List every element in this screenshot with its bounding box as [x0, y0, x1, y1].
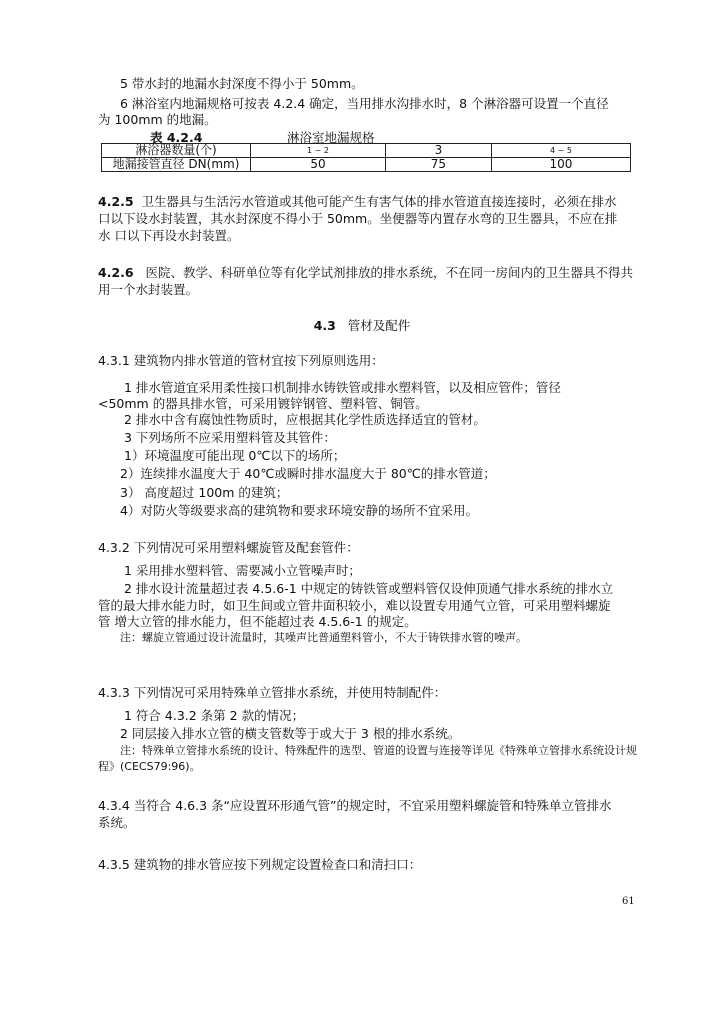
- page-number: 61: [622, 896, 635, 907]
- clause-4-3-2-item1: 1 采用排水塑料管、需要减小立管噪声时；: [124, 563, 361, 578]
- clause-text: 医院、教学、科研单位等有化学试剂排放的排水系统，不在同一房间内的卫生器具不得共: [145, 265, 634, 280]
- table-cell: 75: [386, 158, 492, 172]
- section-number: 4.3: [313, 318, 336, 333]
- clause-4-3-3: 4.3.3 下列情况可采用特殊单立管排水系统，并使用特制配件：: [98, 685, 447, 700]
- table-cell: 100: [491, 158, 630, 172]
- clause-4-2-5-line1: [98, 194, 617, 210]
- table-cell: 50: [251, 158, 386, 172]
- clause-4-3-2-item2-line3: 管 增大立管的排水能力，但不能超过表 4.5.6-1 的规定。: [98, 614, 417, 629]
- clause-4-3-2-note: 注：螺旋立管通过设计流量时，其噪声比普通塑料管小，不大于铸铁排水管的噪声。: [120, 631, 527, 644]
- table-cell-label: 地漏接管直径 DN(mm): [102, 158, 251, 172]
- clause-4-2-5-line3: 水 口以下再设水封装置。: [98, 228, 240, 243]
- clause-4-3-3-item1: 1 符合 4.3.2 条第 2 款的情况；: [124, 708, 305, 723]
- clause-4-2-4-item6-line2: 为 100mm 的地漏。: [98, 112, 217, 127]
- clause-4-2-4-item6-line1: 6 淋浴室内地漏规格可按表 4.2.4 确定，当用排水沟排水时，8 个淋浴器可设置一个直径: [120, 96, 609, 111]
- table-cell: 3: [386, 144, 492, 158]
- clause-4-3-1-item1-line2: <50mm 的器具排水管，可采用镀锌钢管、塑料管、铜管。: [98, 396, 428, 411]
- clause-4-3-3-note-line1: 注：特殊单立管排水系统的设计、特殊配件的选型、管道的设置与连接等详见《特殊单立管排水系统设计规: [120, 744, 637, 757]
- clause-number: 4.2.6: [98, 265, 134, 280]
- clause-4-2-4-item5: 5 带水封的地漏水封深度不得小于 50mm。: [120, 76, 364, 91]
- table-caption-number: 表 4.2.4: [150, 130, 203, 145]
- clause-4-3-2: 4.3.2 下列情况可采用塑料螺旋管及配套管件：: [98, 540, 359, 555]
- clause-number: 4.2.5: [98, 194, 134, 209]
- clause-4-3-1: 4.3.1 建筑物内排水管道的管材宜按下列原则选用：: [98, 353, 384, 368]
- clause-4-3-1-item3: 3 下列场所不应采用塑料管及其管件：: [124, 430, 336, 445]
- clause-4-3-5: 4.3.5 建筑物的排水管应按下列规定设置检查口和清扫口：: [98, 857, 422, 872]
- clause-4-2-6-line2: 用一个水封装置。: [98, 282, 199, 297]
- table-row: [102, 144, 631, 158]
- clause-4-3-1-item3-sub3: 3） 高度超过 100m 的建筑；: [120, 485, 289, 500]
- clause-text: 卫生器具与生活污水管道或其他可能产生有害气体的排水管道直接连接时，必须在排水: [141, 194, 617, 209]
- clause-4-3-2-item2-line1: 2 排水设计流量超过表 4.5.6-1 中规定的铸铁管或塑料管仅设伸顶通气排水系统的排水立: [124, 581, 614, 596]
- clause-4-3-4-line2: 系统。: [98, 815, 136, 830]
- clause-4-3-1-item2: 2 排水中含有腐蚀性物质时，应根据其化学性质选择适宜的管材。: [124, 412, 486, 427]
- section-heading: [0, 318, 724, 334]
- table-caption-title: 淋浴室地漏规格: [287, 130, 375, 145]
- clause-4-3-3-item2: 2 同层接入排水立管的横支管数等于或大于 3 根的排水系统。: [120, 726, 461, 741]
- clause-4-2-6-line1: [98, 265, 633, 281]
- clause-4-3-1-item3-sub4: 4）对防火等级要求高的建筑物和要求环境安静的场所不宜采用。: [120, 503, 478, 518]
- section-title: 管材及配件: [347, 318, 411, 333]
- shower-drain-table: [101, 143, 631, 172]
- table-row: [102, 158, 631, 172]
- clause-4-2-5-line2: 口以下设水封装置，其水封深度不得小于 50mm。坐便器等内置存水弯的卫生器具，不应在排: [98, 211, 618, 226]
- clause-4-3-1-item3-sub1: 1）环境温度可能出现 0℃以下的场所；: [124, 448, 346, 463]
- table-cell: 4 ~ 5: [491, 144, 630, 158]
- table-cell-label: 淋浴器数量(个): [102, 144, 251, 158]
- clause-4-3-1-item1-line1: 1 排水管道宜采用柔性接口机制排水铸铁管或排水塑料管，以及相应管件；管径: [124, 380, 561, 395]
- clause-4-3-1-item3-sub2: 2）连续排水温度大于 40℃或瞬时排水温度大于 80℃的排水管道；: [120, 466, 496, 481]
- table-cell: 1 ~ 2: [251, 144, 386, 158]
- clause-4-3-4-line1: 4.3.4 当符合 4.6.3 条“应设置环形通气管”的规定时，不宜采用塑料螺旋管和特殊单立管排水: [98, 798, 612, 813]
- clause-4-3-2-item2-line2: 管的最大排水能力时，如卫生间或立管井面积较小，难以设置专用通气立管，可采用塑料螺旋: [98, 598, 611, 613]
- clause-4-3-3-note-line2: 程》(CECS79:96)。: [98, 760, 201, 773]
